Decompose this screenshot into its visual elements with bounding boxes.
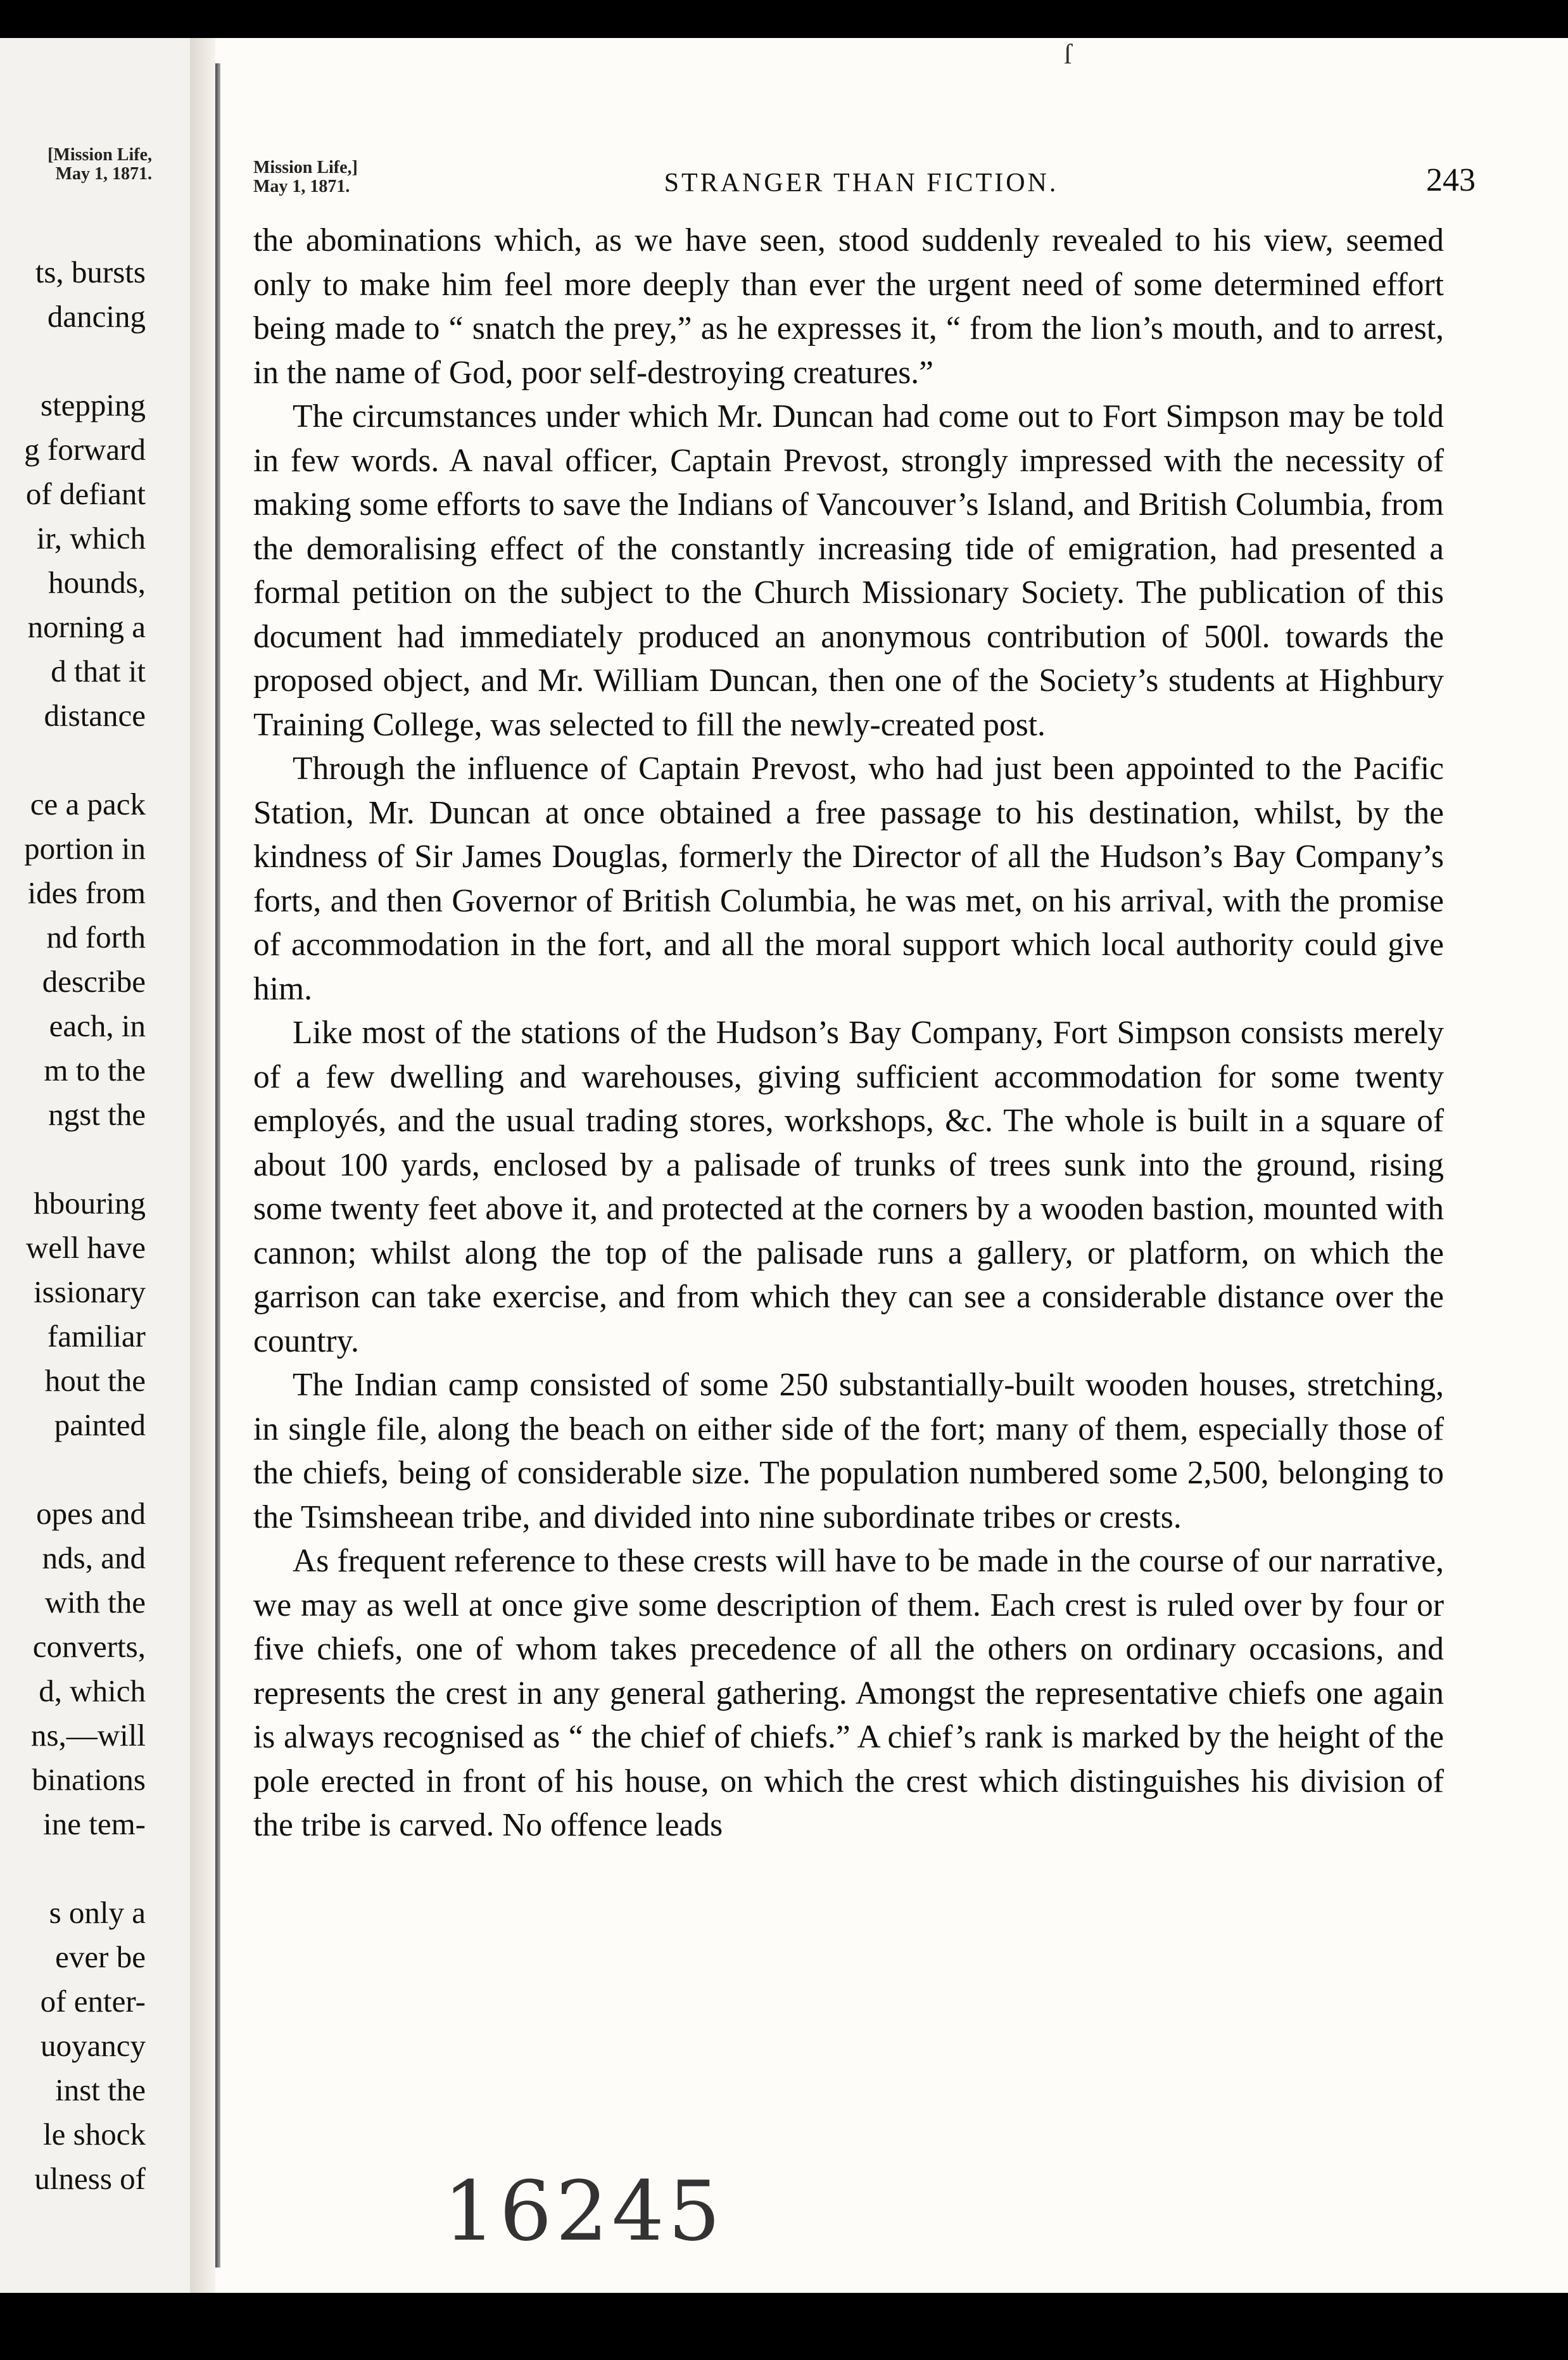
left-page-line: hout the [44,1363,146,1398]
left-page-line: uoyancy [41,2028,146,2063]
left-page-line: well have [25,1230,146,1265]
left-page-line [0,1846,146,1891]
margin-rule [215,63,220,2268]
left-page-line: hbouring [34,1186,146,1221]
left-page-line: familiar [47,1319,146,1354]
page-number: 243 [1426,162,1476,198]
left-page-line: opes and [36,1496,146,1531]
left-page-line: d that it [51,654,146,688]
corner-mark: ſ [1064,39,1072,70]
left-page-line: each, in [49,1008,146,1043]
paragraph-3: Through the influence of Captain Prevost, who had just been appointed to the Pacific Station, Mr. Duncan at once obtained a free passage to his destination, whilst, by the kindness of Sir James Douglas, formerly the Director of all the Hudson’s Bay Company’s forts, and then Governor of British Columbia, he was met, on his arrival, with the promise of accommodation in the fort, and all the moral support which local authority could give him. [253,751,1444,1007]
left-page-text [0,250,146,2201]
left-page-line: g forward [24,432,146,467]
left-page-line: hounds, [48,565,146,600]
running-header-left [253,158,412,196]
body-text [253,219,1444,1848]
left-page-line: inst the [55,2072,146,2107]
paragraph-6: As frequent reference to these crests will have to be made in the course of our narrative, we may as well at once give some description of them. Each crest is ruled over by four or five chiefs, one of whom takes precedence of all the others on ordinary occasions, and represents the crest in any general gathering. Amongst the representative chiefs one again is always recognised as “ the chief of chiefs.” A chief’s rank is marked by the height of the pole erected in front of his house, on which the crest which distinguishes his division of the tribe is carved. No offence leads [253,1543,1444,1843]
left-page-line: ever be [55,1939,146,1974]
left-page-line: ides from [27,875,146,910]
left-page-line: converts, [32,1629,146,1664]
left-page-line: d, which [39,1673,146,1708]
left-page-line: ngst the [48,1097,146,1132]
left-page-line: m to the [44,1053,146,1088]
left-page-line: ir, which [36,521,146,555]
running-title: STRANGER THAN FICTION. [664,168,1059,198]
left-page-line: stepping [40,388,146,422]
left-header-line-2: May 1, 1871. [55,164,152,184]
left-page-line: nds, and [42,1540,146,1575]
paragraph-1: the abominations which, as we have seen, stood suddenly revealed to his view, seemed only to make him feel more deeply than ever the urgent need of some determined effort being made to “ snatch the prey,” as he expresses it, “ from the lion’s mouth, and to arrest, in the name of God, poor self-destroying creatures.” [253,222,1444,391]
paragraph-5: The Indian camp consisted of some 250 substantially-built wooden houses, stretching, in single file, along the beach on either side of the fort; many of them, especially those of the chiefs, being of considerable size. The population numbered some 2,500, belonging to the Tsimsheean tribe, and divided into nine subordinate tribes or crests. [253,1367,1444,1535]
left-page-line: s only a [49,1895,146,1930]
left-page-line: with the [44,1585,146,1620]
left-page [0,38,209,2293]
left-page-line [0,1447,146,1492]
accession-stamp: 16245 [443,2163,724,2259]
left-page-line: le shock [43,2117,146,2152]
left-page-line: ine tem- [43,1806,146,1841]
running-header-line-2: May 1, 1871. [253,177,350,196]
left-page-line: distance [44,698,146,733]
paragraph-4: Like most of the stations of the Hudson’s Bay Company, Fort Simpson consists merely of a few dwelling and warehouses, giving sufficient accommodation for some twenty employés, and the usual trading stores, workshops, &c. The whole is built in a square of about 100 yards, enclosed by a palisade of trunks of trees sunk into the ground, rising some twenty feet above it, and protected at the corners by a wooden bastion, mounted with cannon; whilst along the top of the palisade runs a gallery, or platform, on which the garrison can take exercise, and from which they can see a considerable distance over the country. [253,1015,1444,1359]
left-page-line: of defiant [25,476,146,511]
left-page-line: ce a pack [30,787,146,822]
left-page-line: painted [54,1407,146,1442]
left-page-line: of enter- [40,1984,146,2019]
left-page-line [0,1137,146,1181]
left-page-line [0,339,146,383]
left-page-line: norning a [27,609,146,644]
running-header-line-1: Mission Life,] [253,158,358,177]
left-page-line: portion in [24,831,146,866]
left-page-line [0,738,146,782]
left-page-line: ulness of [34,2161,146,2196]
left-page-header [6,146,152,184]
left-page-line: dancing [47,299,146,334]
left-page-line: ts, bursts [35,255,146,289]
left-page-line: ns,—will [30,1718,146,1753]
paragraph-2: The circumstances under which Mr. Duncan had come out to Fort Simpson may be told in few words. A naval officer, Captain Prevost, strongly impressed with the necessity of making some efforts to save the Indians of Vancouver’s Island, and British Columbia, from the demoralising effect of the constantly increasing tide of emigration, had presented a formal petition on the subject to the Church Missionary Society. The publication of this document had immediately produced an anonymous contribution of 500l. towards the proposed object, and Mr. William Duncan, then one of the Society’s students at Highbury Training College, was selected to fill the newly-created post. [253,398,1444,743]
left-page-line: nd forth [46,920,146,955]
left-page-line: binations [32,1762,146,1797]
right-page [215,38,1568,2293]
left-header-line-1: [Mission Life, [47,145,152,165]
left-page-line: issionary [34,1274,146,1309]
left-page-line: describe [42,964,146,999]
